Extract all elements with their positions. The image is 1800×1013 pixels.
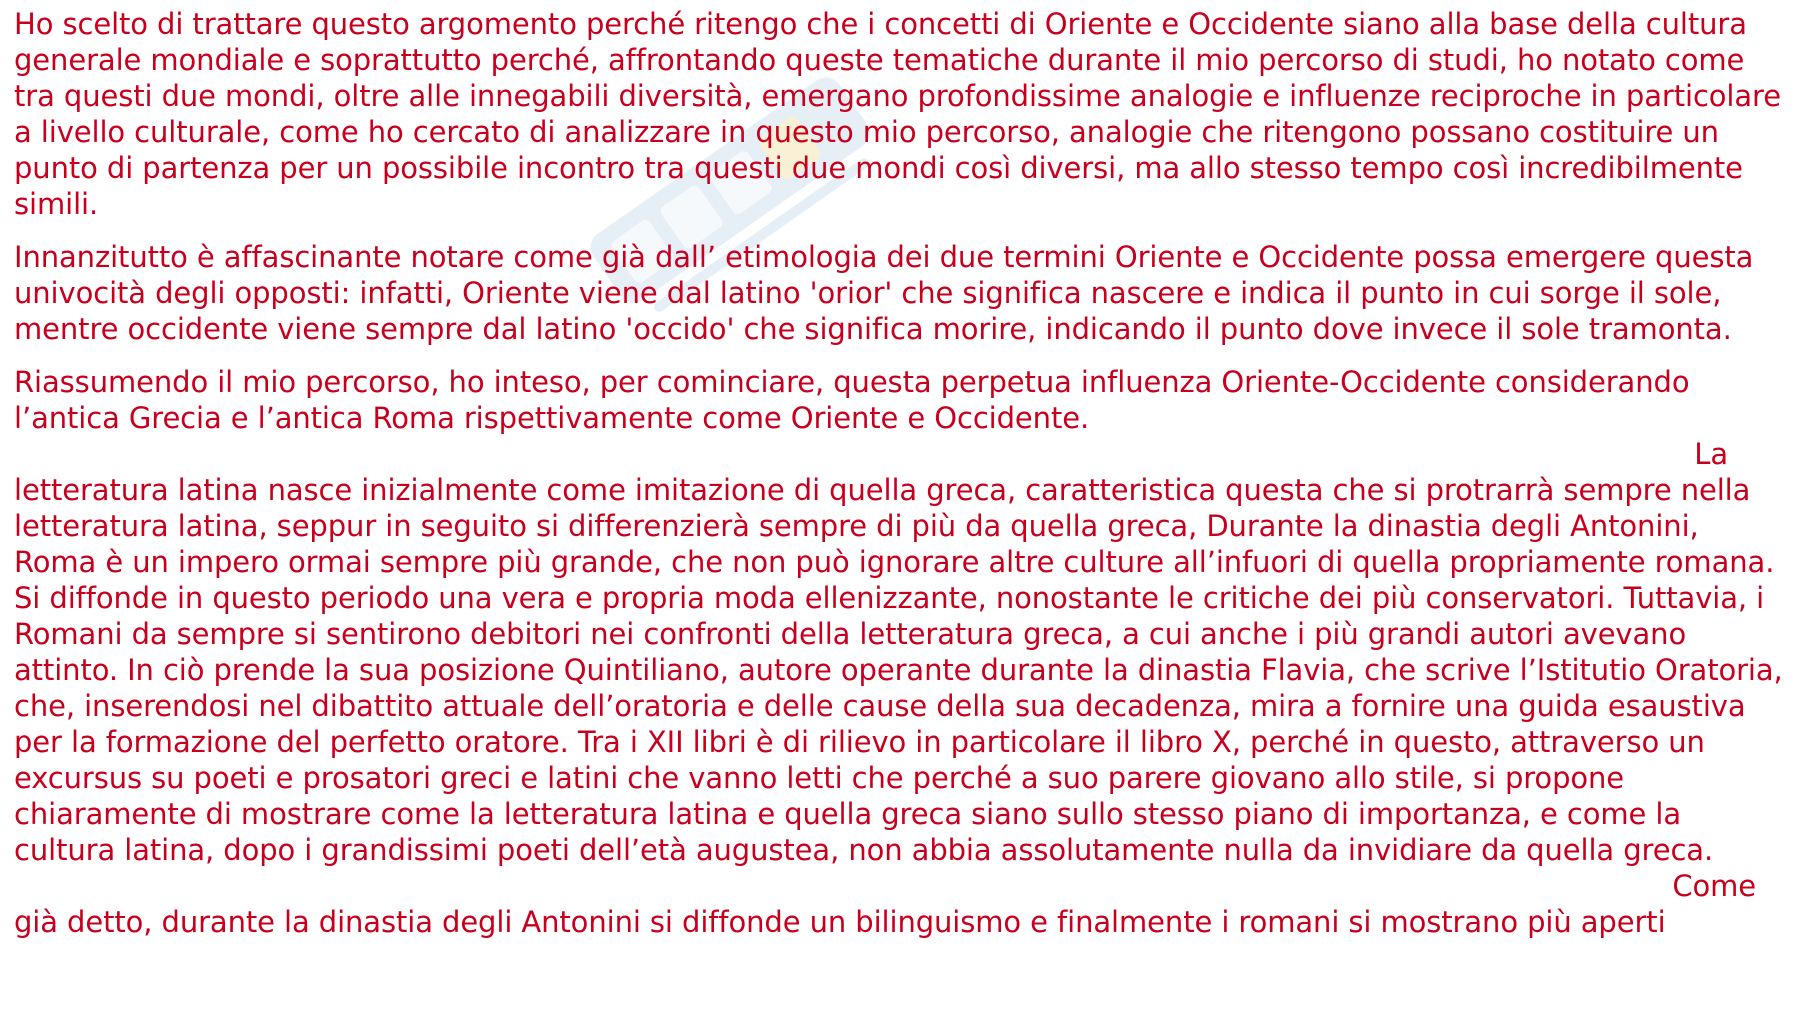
paragraph-intro: Ho scelto di trattare questo argomento perché ritengo che i concetti di Oriente e Occidente siano alla base della cultura generale mondiale e soprattutto perché, affrontando queste tematiche durante il mio percorso di studi, ho notato come tra questi due mondi, oltre alle innegabili diversità, emergano profondissime analogie e influenze reciproche in particolare a livello culturale, come ho cercato di analizzare in questo mio percorso, analogie che ritengono possano costituire un punto di partenza per un possibile incontro tra questi due mondi così diversi, ma allo stesso tempo così incredibilmente simili. (14, 7, 1781, 221)
document-body (14, 6, 1786, 957)
paragraph-summary (14, 364, 1786, 472)
paragraph-summary-tail: La (1694, 437, 1728, 471)
paragraph-summary-text: Riassumendo il mio percorso, ho inteso, per cominciare, questa perpetua influenza Oriente-Occidente considerando l’antica Grecia e l’antica Roma rispettivamente come Oriente e Occidente. (14, 365, 1690, 435)
paragraph-latin-literature (14, 472, 1786, 904)
paragraph-bilingualism: già detto, durante la dinastia degli Antonini si diffonde un bilinguismo e finalmente i romani si mostrano più aperti (14, 905, 1666, 939)
paragraph-latin-literature-tail: Come (1672, 869, 1756, 903)
paragraph-etymology: Innanzitutto è affascinante notare come già dall’ etimologia dei due termini Oriente e Occidente possa emergere questa univocità degli opposti: infatti, Oriente viene dal latino 'orior' che significa nascere e indica il punto in cui sorge il sole, mentre occidente viene sempre dal latino 'occido' che significa morire, indicando il punto dove invece il sole tramonta. (14, 240, 1754, 346)
paragraph-latin-literature-text: letteratura latina nasce inizialmente come imitazione di quella greca, caratteristica questa che si protrarrà sempre nella letteratura latina, seppur in seguito si differenzierà sempre di più da quella greca, Durante la dinastia degli Antonini, Roma è un impero ormai sempre più grande, che non può ignorare altre culture all’infuori di quella propriamente romana. Si diffonde in questo periodo una vera e propria moda ellenizzante, nonostante le critiche dei più conservatori. Tuttavia, i Romani da sempre si sentirono debitori nei confronti della letteratura greca, a cui anche i più grandi autori avevano attinto. In ciò prende la sua posizione Quintiliano, autore operante durante la dinastia Flavia, che scrive l’Istitutio Oratoria, che, inserendosi nel dibattito attuale dell’oratoria e delle cause della sua decadenza, mira a fornire una guida esaustiva per la formazione del perfetto oratore. Tra i XII libri è di rilievo in particolare il libro X, perché in questo, attraverso un excursus su poeti e prosatori greci e latini che vanno letti che perché a suo parere giovano allo stile, si propone chiaramente di mostrare come la letteratura latina e quella greca siano sullo stesso piano di importanza, e come la cultura latina, dopo i grandissimi poeti dell’età augustea, non abbia assolutamente nulla da invidiare da quella greca. (14, 473, 1783, 867)
